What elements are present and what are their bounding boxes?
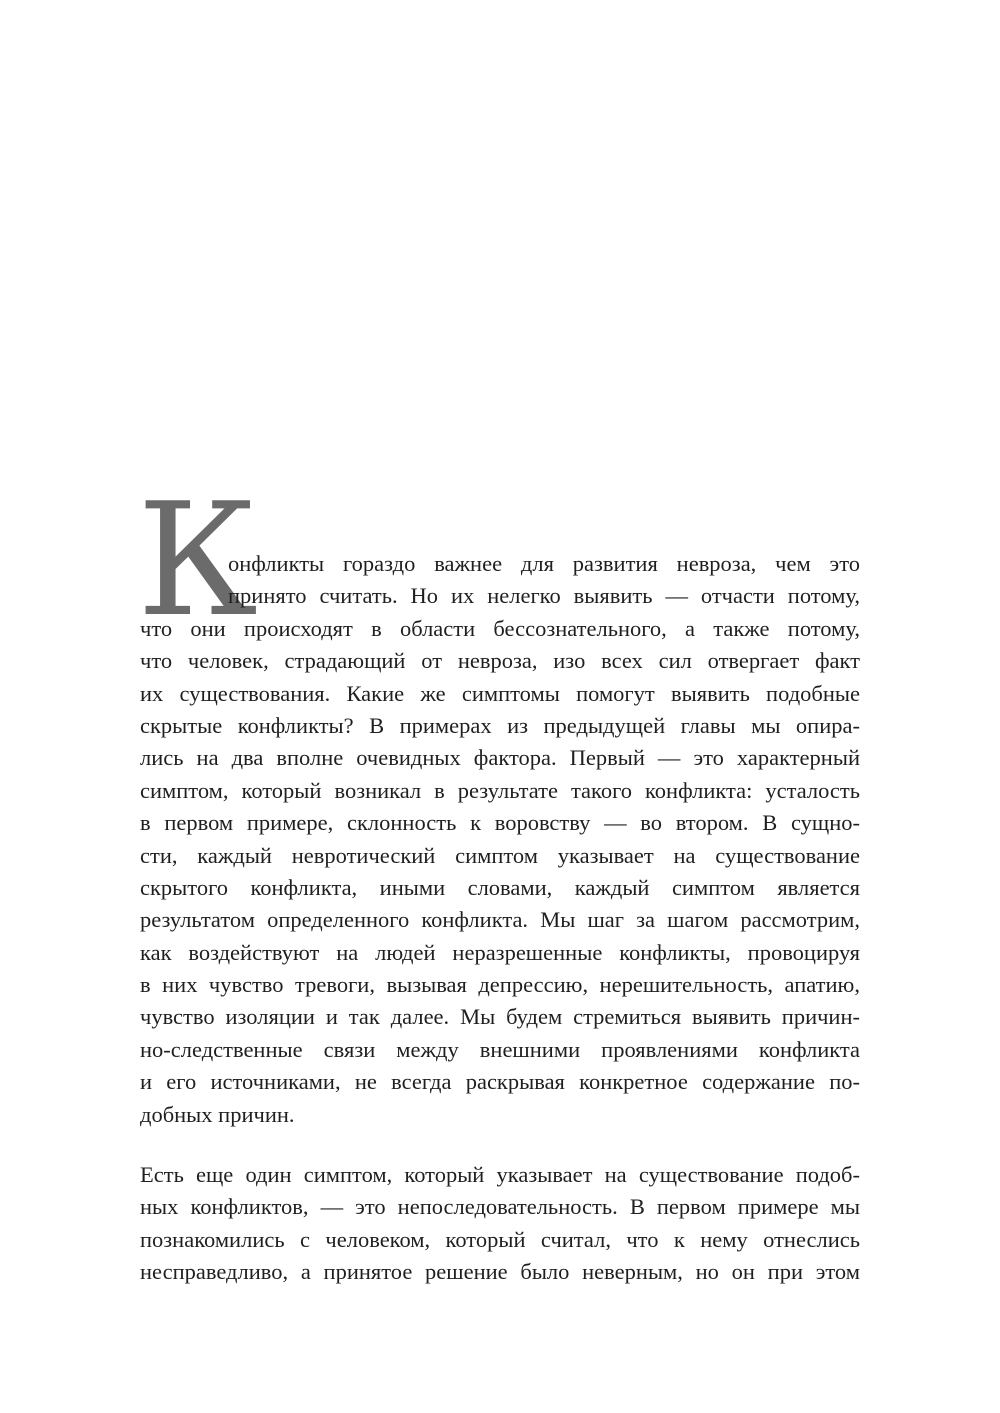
paragraph-line: и его источниками, не всегда раскрывая конкретное содержание по- bbox=[140, 1069, 860, 1095]
paragraph-line: онфликты гораздо важнее для развития невроза, чем это bbox=[228, 551, 860, 576]
paragraph-line: несправедливо, а принятое решение было неверным, но он при этом bbox=[140, 1259, 860, 1285]
paragraph-line: в них чувство тревоги, вызывая депрессию, нерешительность, апатию, bbox=[140, 972, 860, 998]
paragraph-line: их существования. Какие же симптомы помогут выявить подобные bbox=[140, 680, 860, 706]
paragraph-line: сти, каждый невротический симптом указывает на существование bbox=[140, 842, 860, 868]
paragraph-line: как воздействуют на людей неразрешенные конфликты, провоцируя bbox=[140, 939, 860, 965]
paragraph-2 bbox=[140, 1159, 860, 1289]
paragraph-line: симптом, который возникал в результате такого конфликта: усталость bbox=[140, 777, 860, 803]
paragraph-line: ных конфликтов, — это непоследовательность. В первом примере мы bbox=[140, 1194, 860, 1220]
paragraph-line: скрытого конфликта, иными словами, каждый симптом является bbox=[140, 874, 860, 900]
paragraph-1 bbox=[140, 548, 860, 1131]
paragraph-line: в первом примере, склонность к воровству — во втором. В сущно- bbox=[140, 810, 860, 836]
paragraph-line: что человек, страдающий от невроза, изо всех сил отвергает факт bbox=[140, 648, 860, 674]
drop-cap-letter: К bbox=[137, 469, 258, 651]
paragraph-line: результатом определенного конфликта. Мы шаг за шагом рассмотрим, bbox=[140, 907, 860, 933]
paragraph-line: лись на два вполне очевидных фактора. Первый — это характерный bbox=[140, 745, 860, 771]
paragraph-line: познакомились с человеком, который считал, что к нему отнеслись bbox=[140, 1226, 860, 1252]
paragraph-line: но-следственные связи между внешними проявлениями конфликта bbox=[140, 1036, 860, 1062]
paragraph-line: добных причин. bbox=[140, 1101, 295, 1127]
paragraph-line: чувство изоляции и так далее. Мы будем стремиться выявить причин- bbox=[140, 1004, 860, 1030]
paragraph-line: что они происходят в области бессознательного, а также потому, bbox=[140, 615, 860, 641]
paragraph-line: Есть еще один симптом, который указывает на существование подоб- bbox=[140, 1162, 860, 1187]
paragraph-line: принято считать. Но их нелегко выявить — отчасти потому, bbox=[228, 583, 860, 609]
paragraph-line: скрытые конфликты? В примерах из предыдущей главы мы опира- bbox=[140, 712, 860, 738]
